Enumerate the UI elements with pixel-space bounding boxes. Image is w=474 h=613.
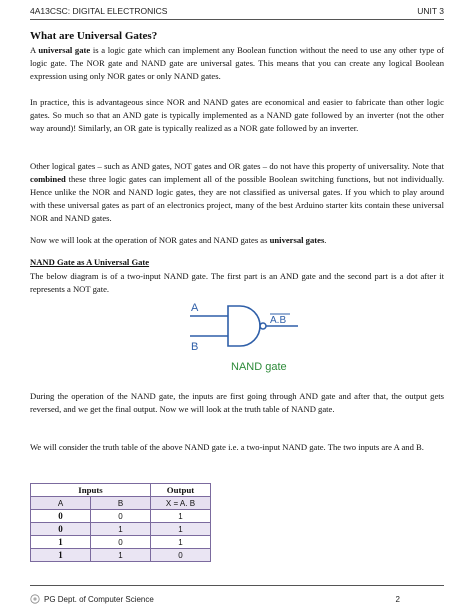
input-b-label: B <box>191 341 199 353</box>
cell-x: 1 <box>151 536 211 549</box>
paragraph-7: We will consider the truth table of the above NAND gate i.e. a two-input NAND gate. The two inputs are A and B. <box>30 442 424 452</box>
truth-table <box>30 483 211 562</box>
inputs-group-header: Inputs <box>31 484 151 497</box>
cell-b: 0 <box>91 536 151 549</box>
cell-a: 0 <box>31 510 91 523</box>
input-a-label: A <box>191 302 199 314</box>
footer-logo-icon <box>30 594 40 604</box>
cell-a: 1 <box>31 536 91 549</box>
course-title: 4A13CSC: DIGITAL ELECTRONICS <box>30 6 168 16</box>
header-divider <box>30 19 444 20</box>
cell-x: 1 <box>151 523 211 536</box>
column-a-header: A <box>31 497 91 510</box>
paragraph-5: The below diagram is of a two-input NAND gate. The first part is an AND gate and the second part is a dot after it represents a NOT gate. <box>30 271 444 294</box>
unit-label: UNIT 3 <box>417 6 444 16</box>
cell-b: 1 <box>91 549 151 562</box>
paragraph-6: During the operation of the NAND gate, the inputs are first going through AND gate and after that, the output gets reversed, and we get the final output. Now we will look at the truth table of NAND gate. <box>30 391 444 414</box>
cell-x: 1 <box>151 510 211 523</box>
and-gate-body <box>228 306 260 346</box>
paragraph-3: Other logical gates – such as AND gates, NOT gates and OR gates – do not have this property of universality. Note that combined these three logic gates can implement all of the possible Boolean switching functions, but not individually. Hence unlike the NOR and NAND logic gates, they are not classified as universal gates. If you which to play around with these universal gates as part of an electronics project, many of the best Arduino starter kits contain these universal NOR and NAND gates. <box>30 161 444 223</box>
table-row <box>31 549 211 562</box>
output-group-header: Output <box>151 484 211 497</box>
cell-b: 0 <box>91 510 151 523</box>
table-row <box>31 523 211 536</box>
cell-b: 1 <box>91 523 151 536</box>
table-row <box>31 536 211 549</box>
section-heading: NAND Gate as A Universal Gate <box>30 257 150 267</box>
page-number: 2 <box>395 595 400 604</box>
gate-caption: NAND gate <box>231 361 287 373</box>
truth-table-column-header <box>31 497 211 510</box>
truth-table-group-header <box>31 484 211 497</box>
cell-a: 1 <box>31 549 91 562</box>
nand-gate-diagram <box>188 300 300 376</box>
paragraph-1: A universal gate is a logic gate which can implement any Boolean function without the need to use any other type of logic gate. The NOR gate and NAND gate are universal gates. This means that you can create any logical Boolean expression using only NOR gates or only NAND gates. <box>30 45 445 81</box>
output-label: A.B <box>270 315 287 326</box>
paragraph-2: In practice, this is advantageous since NOR and NAND gates are economical and easier to fabricate than other logic gates. So much so that an AND gate is typically implemented as a NAND gate followed by an inverter (not the other way around)! Similarly, an OR gate is typically realized as a NOR gate followed by an inverter. <box>30 97 444 133</box>
cell-x: 0 <box>151 549 211 562</box>
footer-divider <box>30 585 444 586</box>
cell-a: 0 <box>31 523 91 536</box>
paragraph-4: Now we will look at the operation of NOR gates and NAND gates as universal gates. <box>30 235 327 245</box>
footer-text: PG Dept. of Computer Science <box>44 595 154 604</box>
table-row <box>31 510 211 523</box>
page-header <box>30 6 444 20</box>
column-b-header: B <box>91 497 151 510</box>
column-x-header: X = A. B <box>151 497 211 510</box>
page-title: What are Universal Gates? <box>30 30 158 42</box>
inverter-bubble <box>260 323 266 329</box>
